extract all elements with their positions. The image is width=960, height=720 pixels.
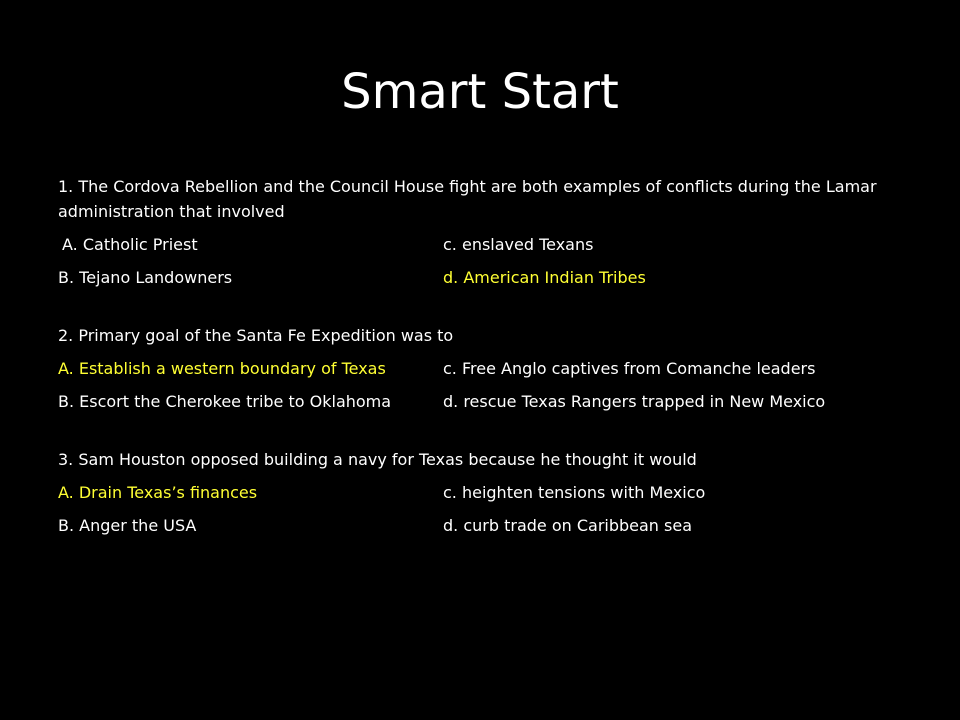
question-2-stem: 2. Primary goal of the Santa Fe Expedition was to bbox=[58, 326, 454, 345]
question-2-option-a-highlighted: A. Establish a western boundary of Texas bbox=[58, 359, 386, 378]
question-3 bbox=[58, 443, 898, 542]
question-1-option-d-highlighted: d. American Indian Tribes bbox=[443, 268, 646, 287]
question-2 bbox=[58, 319, 898, 418]
question-1-options-row-1 bbox=[58, 228, 898, 261]
question-2-option-b: B. Escort the Cherokee tribe to Oklahoma bbox=[58, 392, 392, 411]
question-3-option-c: c. heighten tensions with Mexico bbox=[443, 483, 706, 502]
question-spacer bbox=[58, 418, 898, 443]
question-2-option-c: c. Free Anglo captives from Comanche leaders bbox=[443, 359, 816, 378]
question-2-options-row-1 bbox=[58, 352, 898, 385]
question-3-options-row-1 bbox=[58, 476, 898, 509]
question-1-stem: 1. The Cordova Rebellion and the Council House fight are both examples of conflicts during the Lamar administration that involved bbox=[58, 177, 877, 221]
slide-content bbox=[58, 174, 898, 542]
question-1-option-c: c. enslaved Texans bbox=[443, 235, 594, 254]
question-1-options-row-2 bbox=[58, 261, 898, 294]
question-3-stem: 3. Sam Houston opposed building a navy for Texas because he thought it would bbox=[58, 450, 697, 469]
question-3-option-d: d. curb trade on Caribbean sea bbox=[443, 516, 693, 535]
question-3-options-row-2 bbox=[58, 509, 898, 542]
question-1 bbox=[58, 174, 898, 294]
question-1-option-b: B. Tejano Landowners bbox=[58, 268, 233, 287]
question-1-option-a: A. Catholic Priest bbox=[62, 235, 198, 254]
question-2-option-d: d. rescue Texas Rangers trapped in New Mexico bbox=[443, 392, 826, 411]
question-2-options-row-2 bbox=[58, 385, 898, 418]
question-spacer bbox=[58, 294, 898, 319]
slide-title: Smart Start bbox=[341, 64, 619, 120]
question-3-option-b: B. Anger the USA bbox=[58, 516, 197, 535]
question-3-option-a-highlighted: A. Drain Texas’s finances bbox=[58, 483, 258, 502]
